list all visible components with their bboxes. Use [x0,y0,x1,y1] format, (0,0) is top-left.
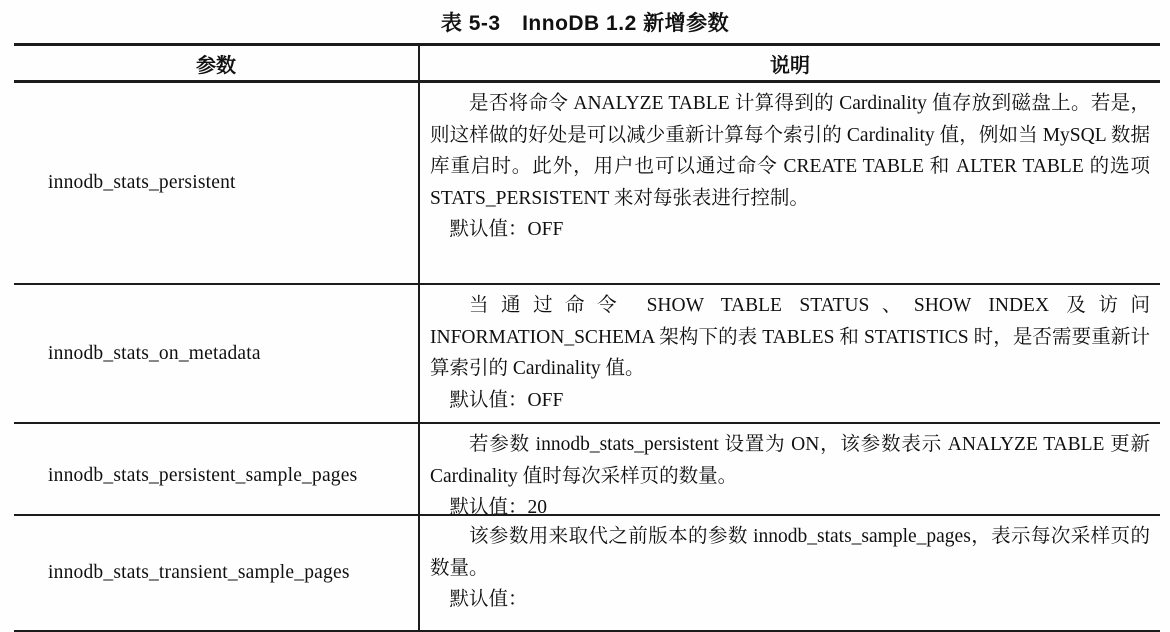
table-row [14,285,1160,424]
default-value: 20 [527,497,548,519]
table-caption: 表 5-3 InnoDB 1.2 新增参数 [440,12,730,35]
table-row [14,83,1160,285]
param-name: innodb_stats_transient_sample_pages [48,562,350,583]
param-description: 是否将命令 ANALYZE TABLE 计算得到的 Cardinality 值存放到磁盘上。若是，则这样做的好处是可以减少重新计算每个索引的 Cardinality 值，例如当 MySQL 数据库重启时。此外，用户也可以通过命令 CREATE TABLE 和 ALTER TABLE 的选项 STATS_PERSISTENT 来对每张表进行控制。 [430,93,1150,209]
table-row [14,516,1160,632]
default-label: 默认值： [449,589,528,611]
default-label: 默认值： [449,497,528,519]
default-label: 默认值： [449,219,528,241]
default-value-line [430,385,1150,417]
param-description-cell [418,83,1160,283]
param-description: 若参数 innodb_stats_persistent 设置为 ON，该参数表示 ANALYZE TABLE 更新 Cardinality 值时每次采样页的数量。 [430,434,1150,487]
scanned-book-page [0,7,1170,611]
table-header-row [14,46,1160,83]
param-name: innodb_stats_persistent_sample_pages [48,464,358,486]
column-header-param: 参数 [196,54,236,77]
param-description-cell [418,516,1160,630]
param-description-cell [418,424,1160,528]
param-description: 当通过命令 SHOW TABLE STATUS、SHOW INDEX 及访问 INFORMATION_SCHEMA 架构下的表 TABLES 和 STATISTICS 时，是否需要重新计算索引的 Cardinality 值。 [430,295,1150,380]
default-value-line [430,214,1150,246]
table-row [14,424,1160,519]
default-value: OFF [527,389,564,411]
default-label: 默认值： [449,389,528,411]
parameters-table [14,43,1160,632]
param-description: 该参数用来取代之前版本的参数 innodb_stats_sample_pages，表示每次采样页的数量。 [430,526,1150,579]
param-name: innodb_stats_persistent [48,172,236,193]
param-name: innodb_stats_on_metadata [48,342,261,364]
default-value-line [430,584,1150,616]
default-value: OFF [527,219,564,241]
param-description-cell [418,285,1160,422]
column-header-desc: 说明 [418,46,1160,80]
